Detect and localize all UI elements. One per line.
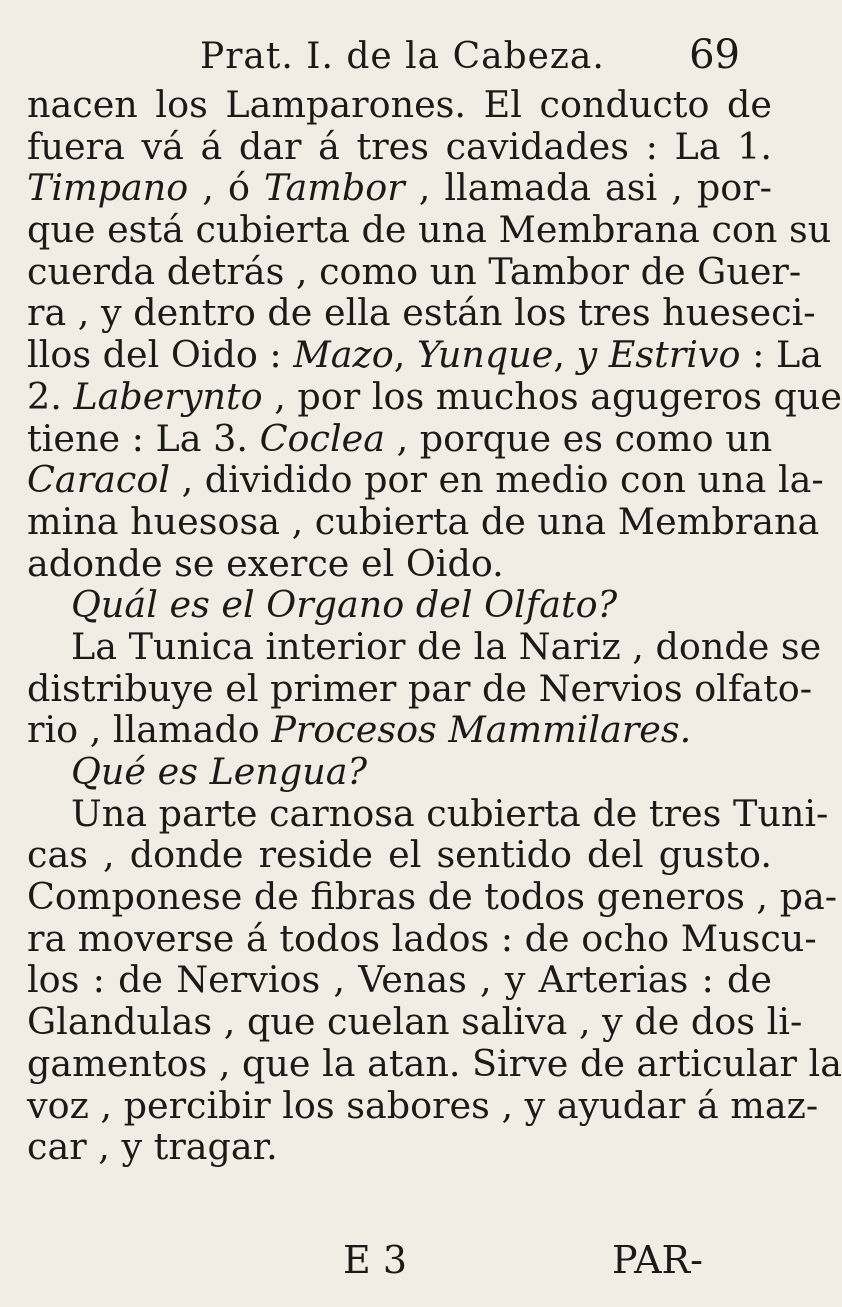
text-line: ra moverse á todos lados : de ocho Muscu-	[27, 916, 817, 960]
text-line: fuera vá á dar á tres cavidades : La 1.	[27, 124, 772, 168]
text-line: Caracol , dividido por en medio con una la-	[27, 458, 824, 502]
running-title: Prat. I. de la Cabeza.	[200, 36, 605, 77]
text-line: voz , percibir los sabores , y ayudar á maz-	[27, 1083, 819, 1127]
running-header	[200, 28, 740, 84]
text-line: cas , donde reside el sentido del gusto.	[27, 833, 772, 877]
text-line: La Tunica interior de la Nariz , donde se	[71, 624, 822, 668]
text-line: distribuye el primer par de Nervios olfato-	[27, 666, 813, 710]
page-footer	[0, 1238, 800, 1288]
text-line: Glandulas , que cuelan saliva , y de dos li-	[27, 1000, 803, 1044]
page-number: 69	[689, 32, 740, 78]
text-line: que está cubierta de una Membrana con su	[27, 208, 832, 252]
body-text	[27, 83, 842, 1169]
question-heading: Quál es el Organo del Olfato?	[71, 583, 618, 627]
text-line: Una parte carnosa cubierta de tres Tuni-	[71, 791, 829, 835]
text-line: Timpano , ó Tambor , llamada asi , por-	[27, 166, 773, 210]
text-line: mina huesosa , cubierta de una Membrana	[27, 499, 820, 543]
text-line: Componese de fibras de todos generos , pa-	[27, 875, 838, 919]
text-line: rio , llamado Procesos Mammilares.	[27, 708, 692, 752]
text-line: nacen los Lamparones. El conducto de	[27, 83, 772, 126]
text-line: cuerda detrás , como un Tambor de Guer-	[27, 249, 802, 293]
text-line: ra , y dentro de ella están los tres hueseci-	[27, 291, 816, 335]
text-line: los : de Nervios , Venas , y Arterias : de	[27, 958, 772, 1002]
text-line: 2. Laberynto , por los muchos agugeros que	[27, 374, 842, 418]
signature-mark: E 3	[343, 1238, 407, 1282]
text-line: gamentos , que la atan. Sirve de articular la	[27, 1041, 842, 1085]
catchword: PAR-	[612, 1238, 703, 1282]
text-line: tiene : La 3. Coclea , porque es como un	[27, 416, 773, 460]
question-heading: Qué es Lengua?	[71, 750, 368, 793]
text-line: llos del Oido : Mazo, Yunque, y Estrivo : La	[27, 333, 823, 377]
text-line: adonde se exerce el Oido.	[27, 541, 504, 585]
text-line: car , y tragar.	[27, 1125, 278, 1169]
